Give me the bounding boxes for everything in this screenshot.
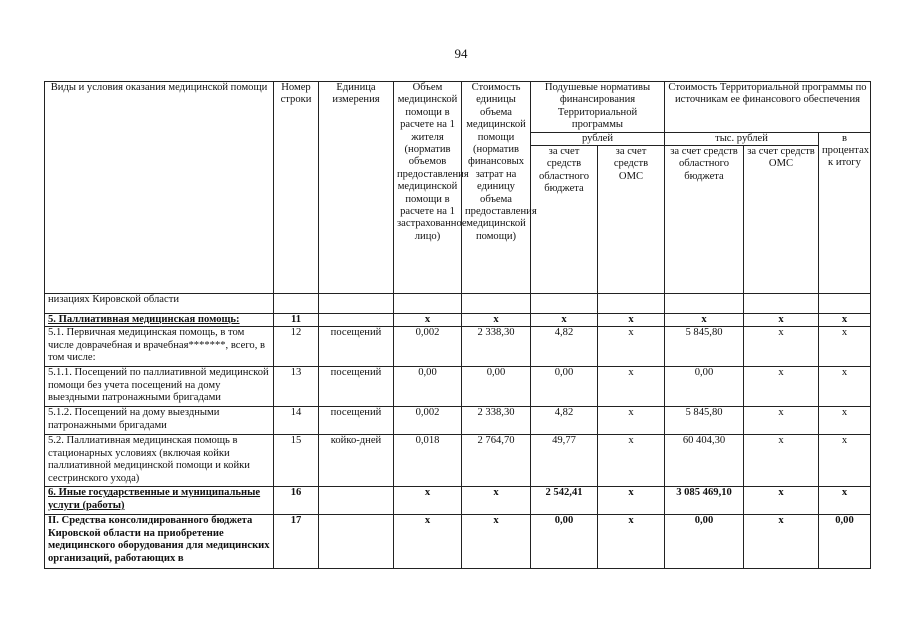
cell-unit: посещений: [319, 327, 394, 367]
table-body: [45, 294, 871, 569]
cell-unit-cost: 0,00: [462, 367, 531, 407]
cell-unit-cost: x: [462, 314, 531, 327]
cell-percent: [819, 294, 871, 314]
cell-total-budget: 0,00: [665, 367, 744, 407]
cell-row-number: 13: [274, 367, 319, 407]
cell-unit-cost: 2 338,30: [462, 407, 531, 435]
cell-volume: x: [394, 314, 462, 327]
cell-unit: [319, 515, 394, 569]
cell-unit-cost: 2 764,70: [462, 435, 531, 487]
cell-row-number: 11: [274, 314, 319, 327]
table-row: [45, 515, 871, 569]
cell-per-capita-oms: x: [598, 327, 665, 367]
cell-per-capita-budget: 2 542,41: [531, 487, 598, 515]
cell-percent: 0,00: [819, 515, 871, 569]
header-unit: Единица измерения: [319, 82, 394, 294]
cell-percent: x: [819, 367, 871, 407]
cell-row-number: 12: [274, 327, 319, 367]
cell-per-capita-oms: x: [598, 367, 665, 407]
cell-volume: 0,00: [394, 367, 462, 407]
header-unit-thousand-rubles: тыс. рублей: [665, 132, 819, 145]
cell-total-oms: x: [744, 515, 819, 569]
cell-unit-cost: x: [462, 515, 531, 569]
cell-per-capita-budget: 0,00: [531, 515, 598, 569]
cell-per-capita-budget: [531, 294, 598, 314]
cell-total-budget: 5 845,80: [665, 407, 744, 435]
row-label: 5.2. Паллиативная медицинская помощь в стационарных условиях (включая койки паллиативной медицинской помощи и койки сестринского ухода): [48, 435, 250, 484]
header-per-capita: Подушевые нормативы финансирования Территориальной программы: [531, 82, 665, 133]
table-header: [45, 82, 871, 294]
table-row: [45, 327, 871, 367]
cell-name: [45, 407, 274, 435]
cell-name: [45, 487, 274, 515]
table-row: [45, 407, 871, 435]
header-percent: в процентах к итогу: [819, 132, 871, 293]
cell-percent: x: [819, 487, 871, 515]
header-total-oms: за счет средств ОМС: [744, 146, 819, 294]
header-unit-rubles: рублей: [531, 132, 665, 145]
header-per-capita-budget: за счет средств областного бюджета: [531, 146, 598, 294]
cell-per-capita-oms: x: [598, 407, 665, 435]
cell-volume: [394, 294, 462, 314]
cell-unit-cost: x: [462, 487, 531, 515]
cell-total-oms: x: [744, 314, 819, 327]
cell-row-number: [274, 294, 319, 314]
cell-total-oms: x: [744, 367, 819, 407]
financing-table: [44, 81, 871, 569]
header-total-budget: за счет средств областного бюджета: [665, 146, 744, 294]
cell-unit: койко-дней: [319, 435, 394, 487]
cell-per-capita-budget: 4,82: [531, 327, 598, 367]
cell-total-oms: x: [744, 327, 819, 367]
cell-total-oms: x: [744, 407, 819, 435]
cell-volume: x: [394, 515, 462, 569]
cell-volume: 0,002: [394, 327, 462, 367]
cell-unit: [319, 294, 394, 314]
cell-percent: x: [819, 327, 871, 367]
table-row: [45, 435, 871, 487]
cell-unit: посещений: [319, 367, 394, 407]
cell-per-capita-budget: 49,77: [531, 435, 598, 487]
cell-percent: x: [819, 314, 871, 327]
row-label: 5.1.2. Посещений на дому выездными патронажными бригадами: [48, 407, 220, 431]
header-unit-cost: Стоимость единицы объема медицинской помощи (норматив финансовых затрат на единицу объема предоставления медицинской помощи): [462, 82, 531, 294]
row-label: 5.1. Первичная медицинская помощь, в том числе доврачебная и врачебная*******, всего, в том числе:: [48, 327, 265, 364]
cell-total-budget: 3 085 469,10: [665, 487, 744, 515]
cell-unit: [319, 314, 394, 327]
page-number: 94: [454, 46, 468, 61]
cell-per-capita-oms: x: [598, 515, 665, 569]
cell-per-capita-oms: x: [598, 487, 665, 515]
row-label: 6. Иные государственные и муниципальные услуги (работы): [48, 487, 261, 511]
row-label: II. Средства консолидированного бюджета Кировской области на приобретение медицинского оборудования для медицинских организаций, работающих в: [48, 515, 270, 564]
cell-row-number: 17: [274, 515, 319, 569]
table-row: [45, 367, 871, 407]
table-row: [45, 487, 871, 515]
cell-name: [45, 435, 274, 487]
cell-unit: посещений: [319, 407, 394, 435]
cell-row-number: 14: [274, 407, 319, 435]
header-per-capita-oms: за счет средств ОМС: [598, 146, 665, 294]
cell-total-oms: x: [744, 487, 819, 515]
cell-percent: x: [819, 407, 871, 435]
cell-total-budget: 0,00: [665, 515, 744, 569]
cell-per-capita-oms: x: [598, 314, 665, 327]
header-row-number: Номер строки: [274, 82, 319, 294]
cell-name: [45, 314, 274, 327]
cell-total-budget: x: [665, 314, 744, 327]
cell-total-oms: [744, 294, 819, 314]
cell-unit: [319, 487, 394, 515]
cell-unit-cost: [462, 294, 531, 314]
cell-volume: 0,002: [394, 407, 462, 435]
cell-name: [45, 327, 274, 367]
cell-row-number: 15: [274, 435, 319, 487]
cell-row-number: 16: [274, 487, 319, 515]
cell-per-capita-budget: 0,00: [531, 367, 598, 407]
cell-percent: x: [819, 435, 871, 487]
cell-per-capita-oms: x: [598, 435, 665, 487]
table-row: [45, 294, 871, 314]
cell-volume: 0,018: [394, 435, 462, 487]
cell-per-capita-oms: [598, 294, 665, 314]
cell-unit-cost: 2 338,30: [462, 327, 531, 367]
cell-per-capita-budget: x: [531, 314, 598, 327]
cell-volume: x: [394, 487, 462, 515]
row-label: 5.1.1. Посещений по паллиативной медицинской помощи без учета посещений на дому выездными патронажными бригадами: [48, 367, 269, 404]
header-total-cost: Стоимость Территориальной программы по источникам ее финансового обеспечения: [665, 82, 871, 133]
row-label: низациях Кировской области: [48, 294, 179, 306]
cell-name: [45, 294, 274, 314]
cell-per-capita-budget: 4,82: [531, 407, 598, 435]
cell-total-oms: x: [744, 435, 819, 487]
cell-name: [45, 515, 274, 569]
table-row: [45, 314, 871, 327]
header-name: Виды и условия оказания медицинской помощи: [45, 82, 274, 294]
cell-total-budget: [665, 294, 744, 314]
cell-total-budget: 5 845,80: [665, 327, 744, 367]
header-volume: Объем медицинской помощи в расчете на 1 жителя (норматив объемов предоставления медицинской помощи в расчете на 1 застрахованное лицо): [394, 82, 462, 294]
row-label: 5. Паллиативная медицинская помощь:: [48, 314, 240, 326]
cell-name: [45, 367, 274, 407]
cell-total-budget: 60 404,30: [665, 435, 744, 487]
